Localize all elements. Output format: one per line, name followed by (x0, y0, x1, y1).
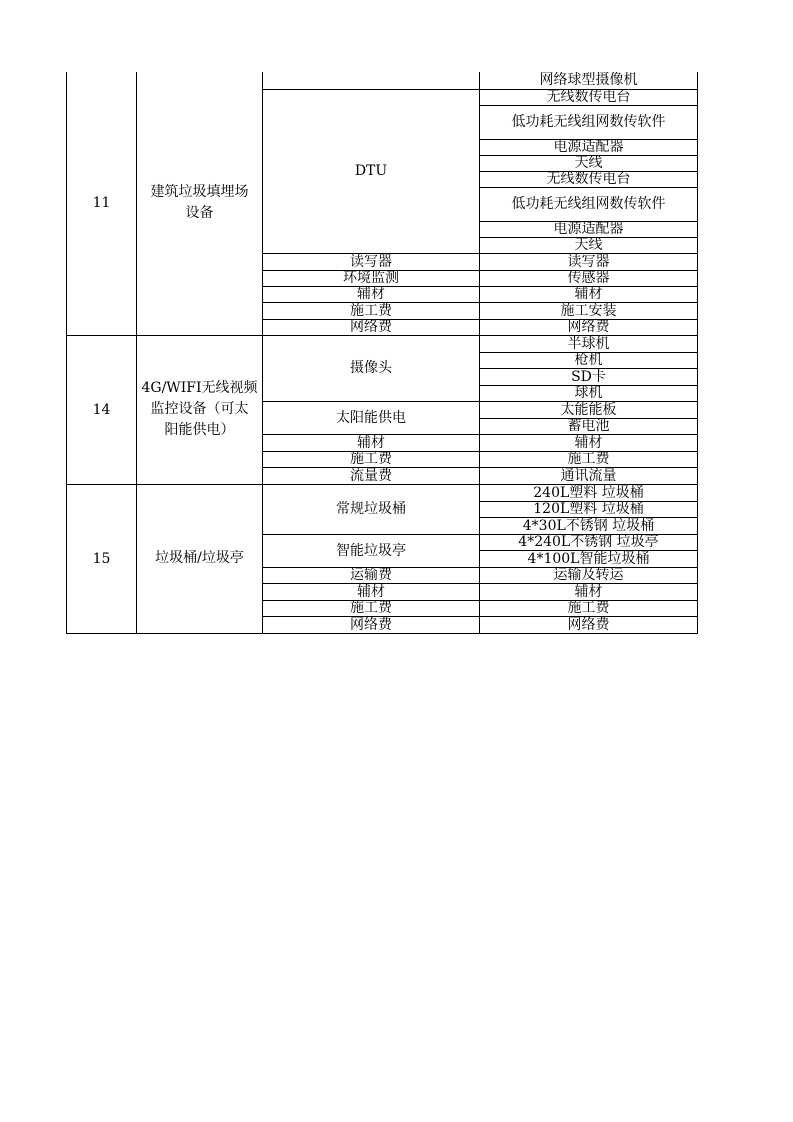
item-subitem: 120L塑料 垃圾桶 (480, 501, 698, 517)
item-subitem: 天线 (480, 155, 698, 171)
item-subitem: 半球机 (480, 335, 698, 352)
item-name-line: 4G/WIFI无线视频 (141, 380, 258, 396)
item-subitem: SD卡 (480, 368, 698, 385)
equipment-table-body (67, 72, 698, 633)
item-subitem: 低功耗无线组网数传软件 (480, 105, 698, 139)
item-name-line: 监控设备（可太 (150, 401, 249, 417)
item-name (137, 335, 263, 484)
item-name-line: 建筑垃圾填埋场 (150, 184, 249, 201)
item-subitem: 4*100L智能垃圾桶 (480, 550, 698, 567)
item-subitem: 施工费 (480, 451, 698, 467)
table-row (67, 484, 698, 501)
item-category: 施工费 (263, 302, 480, 319)
item-category: 网络费 (263, 319, 480, 335)
item-category: 运输费 (263, 567, 480, 583)
equipment-table (66, 72, 698, 634)
item-subitem: 蓄电池 (480, 418, 698, 434)
item-name-line: 阳能供电） (164, 422, 235, 438)
item-subitem: 低功耗无线组网数传软件 (480, 187, 698, 221)
item-category: 摄像头 (263, 335, 480, 401)
item-number: 11 (67, 72, 137, 335)
item-category: 辅材 (263, 583, 480, 600)
item-category: 常规垃圾桶 (263, 484, 480, 534)
item-subitem: 网络球型摄像机 (480, 72, 698, 89)
item-subitem: 施工安装 (480, 302, 698, 319)
item-subitem: 无线数传电台 (480, 171, 698, 187)
item-category: 读写器 (263, 253, 480, 270)
item-subitem: 运输及转运 (480, 567, 698, 583)
table-row (67, 72, 698, 89)
item-subitem: 天线 (480, 237, 698, 253)
item-category: 施工费 (263, 600, 480, 616)
item-subitem: 无线数传电台 (480, 89, 698, 105)
item-category (263, 72, 480, 89)
item-subitem: 辅材 (480, 286, 698, 302)
item-subitem: 传感器 (480, 270, 698, 286)
item-subitem: 电源适配器 (480, 139, 698, 155)
item-subitem: 电源适配器 (480, 221, 698, 237)
item-category: 施工费 (263, 451, 480, 467)
item-subitem: 读写器 (480, 253, 698, 270)
item-name-line: 设备 (185, 205, 214, 222)
item-subitem: 太能能板 (480, 401, 698, 418)
item-category: 网络费 (263, 616, 480, 633)
item-subitem: 4*30L不锈钢 垃圾桶 (480, 517, 698, 534)
item-category: 辅材 (263, 434, 480, 451)
item-subitem: 网络费 (480, 616, 698, 633)
item-category: 流量费 (263, 467, 480, 484)
item-category: 太阳能供电 (263, 401, 480, 434)
item-name (137, 484, 263, 633)
item-category: 环境监测 (263, 270, 480, 286)
item-number: 15 (67, 484, 137, 633)
item-subitem: 球机 (480, 385, 698, 401)
item-subitem: 4*240L不锈钢 垃圾亭 (480, 534, 698, 550)
item-subitem: 辅材 (480, 434, 698, 451)
item-category: 辅材 (263, 286, 480, 302)
item-name-line: 垃圾桶/垃圾亭 (155, 550, 244, 566)
table-row (67, 335, 698, 352)
item-number: 14 (67, 335, 137, 484)
item-name (137, 72, 263, 335)
item-subitem: 240L塑料 垃圾桶 (480, 484, 698, 501)
item-subitem: 通讯流量 (480, 467, 698, 484)
item-subitem: 施工费 (480, 600, 698, 616)
item-subitem: 辅材 (480, 583, 698, 600)
item-category: 智能垃圾亭 (263, 534, 480, 567)
item-subitem: 网络费 (480, 319, 698, 335)
item-subitem: 枪机 (480, 352, 698, 368)
item-category: DTU (263, 89, 480, 253)
